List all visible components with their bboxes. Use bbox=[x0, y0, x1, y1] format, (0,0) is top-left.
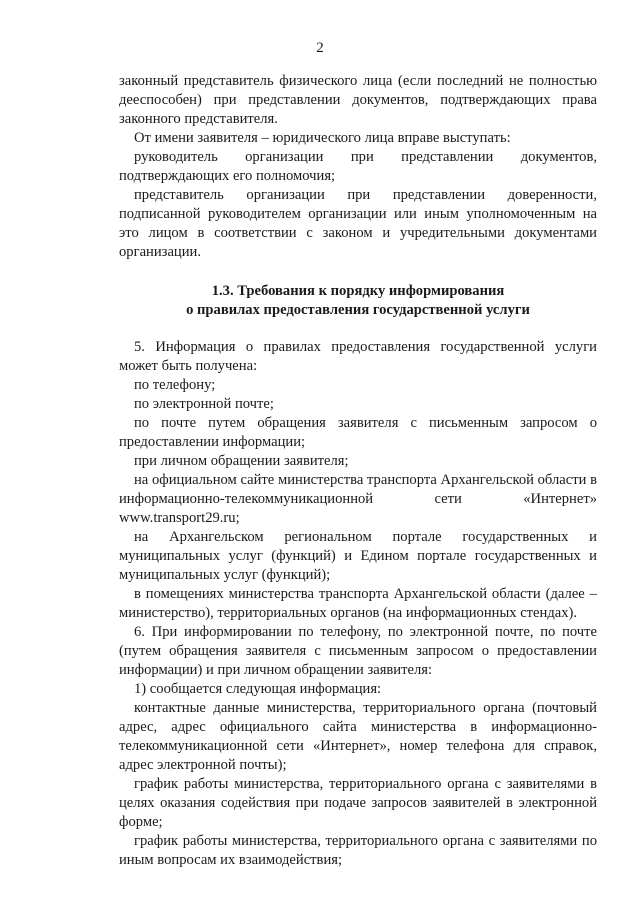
section-heading-line: о правилах предоставления государственной услуги bbox=[186, 302, 530, 318]
section-heading bbox=[119, 282, 597, 320]
paragraph: на Архангельском региональном портале государственных и муниципальных услуг (функций) и Едином портале государственных и муниципальных услуг (функций); bbox=[119, 529, 597, 583]
page-number: 2 bbox=[316, 40, 324, 56]
document-body bbox=[119, 72, 597, 870]
paragraph: 1) сообщается следующая информация: bbox=[134, 681, 382, 697]
paragraph: 5. Информация о правилах предоставления государственной услуги может быть получена: bbox=[119, 339, 597, 374]
paragraph: при личном обращении заявителя; bbox=[134, 453, 349, 469]
paragraph: От имени заявителя – юридического лица вправе выступать: bbox=[134, 130, 511, 146]
paragraph: 6. При информировании по телефону, по электронной почте, по почте (путем обращения заявителя с письменным запросом о предоставлении информации) и при личном обращении заявителя: bbox=[119, 624, 597, 678]
paragraph: контактные данные министерства, территориального органа (почтовый адрес, адрес официального сайта министерства в информационно-телекоммуникационной сети «Интернет», номер телефона для справок, адрес электронной почты); bbox=[119, 700, 597, 773]
paragraph: по телефону; bbox=[134, 377, 216, 393]
section-heading-line: 1.3. Требования к порядку информирования bbox=[211, 283, 505, 299]
paragraph: представитель организации при представлении доверенности, подписанной руководителем организации или иным уполномоченным на это лицом в соответствии с законом и учредительными документами организации. bbox=[119, 187, 597, 260]
paragraph: руководитель организации при представлении документов, подтверждающих его полномочия; bbox=[119, 149, 597, 184]
paragraph: по почте путем обращения заявителя с письменным запросом о предоставлении информации; bbox=[119, 415, 597, 450]
paragraph: график работы министерства, территориального органа с заявителями в целях оказания содействия при подаче запросов заявителей в электронной форме; bbox=[119, 776, 597, 830]
paragraph: в помещениях министерства транспорта Архангельской области (далее – министерство), территориальных органов (на информационных стендах). bbox=[119, 586, 597, 621]
paragraph: по электронной почте; bbox=[134, 396, 274, 412]
paragraph: на официальном сайте министерства транспорта Архангельской области в информационно-телекоммуникационной сети «Интернет» www.transport29.ru; bbox=[119, 472, 597, 526]
paragraph: график работы министерства, территориального органа с заявителями по иным вопросам их взаимодействия; bbox=[119, 833, 597, 868]
paragraph: законный представитель физического лица (если последний не полностью дееспособен) при представлении документов, подтверждающих права законного представителя. bbox=[119, 73, 597, 127]
